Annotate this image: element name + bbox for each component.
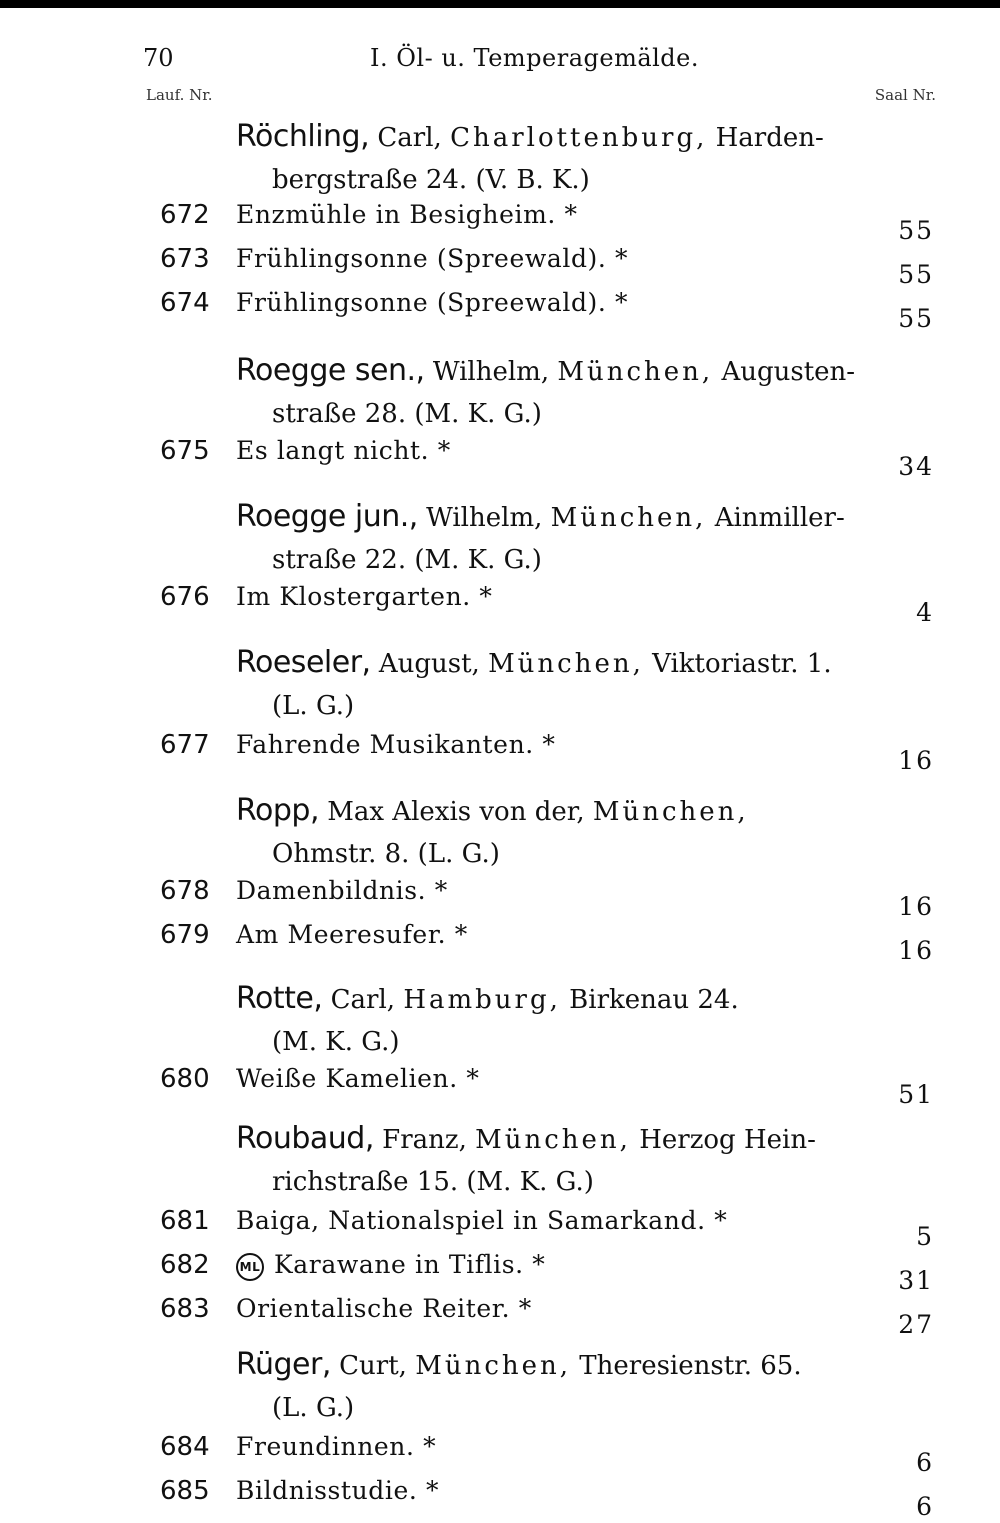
artist-entry (236, 1118, 886, 1203)
catalog-entry (0, 920, 1000, 964)
artist-address-continued: (M. K. G.) (272, 1027, 400, 1057)
work-title (236, 1250, 545, 1281)
catalog-entry (0, 436, 1000, 480)
artist-address-continued: straße 22. (M. K. G.) (272, 545, 542, 575)
artist-address-continued: (L. G.) (272, 691, 355, 721)
artist-given-name: Wilhelm, (426, 503, 543, 533)
artist-address-continued: straße 28. (M. K. G.) (272, 399, 542, 429)
artist-name: Roegge jun., (236, 499, 418, 534)
artist-city: Charlottenburg, (450, 123, 708, 153)
saal-number: 55 (898, 260, 934, 289)
artist-name: Roeseler, (236, 645, 371, 680)
lauf-number: 684 (160, 1432, 210, 1462)
artist-address: Harden- (715, 123, 824, 153)
lauf-number: 675 (160, 436, 210, 466)
artist-entry (236, 350, 886, 435)
artist-address: Theresienstr. 65. (579, 1351, 802, 1381)
artist-given-name: Carl, (377, 123, 442, 153)
saal-number: 34 (898, 452, 934, 481)
lauf-number: 674 (160, 288, 210, 318)
artist-city: München, (592, 797, 749, 827)
work-title: Frühlingsonne (Spreewald). * (236, 244, 629, 273)
catalog-entry (0, 582, 1000, 626)
work-title: Freundinnen. * (236, 1432, 437, 1461)
artist-entry (236, 978, 886, 1063)
work-title: Am Meeresufer. * (236, 920, 468, 949)
artist-entry (236, 790, 886, 875)
artist-entry (236, 496, 886, 581)
saal-number: 27 (898, 1310, 934, 1339)
catalog-entry (0, 1250, 1000, 1294)
catalog-entry (0, 1294, 1000, 1338)
artist-given-name: Carl, (330, 985, 396, 1015)
saal-number: 31 (898, 1266, 934, 1295)
artist-name: Röchling, (236, 119, 370, 154)
artist-city: München, (550, 503, 707, 533)
catalog-entry (0, 730, 1000, 774)
lauf-number: 673 (160, 244, 210, 274)
artist-address: Viktoriastr. 1. (652, 649, 832, 679)
artist-address-continued: (L. G.) (272, 1393, 355, 1423)
artist-address-continued: Ohmstr. 8. (L. G.) (272, 839, 500, 869)
artist-city: München, (557, 357, 714, 387)
catalog-entry (0, 1206, 1000, 1250)
artist-address: Birkenau 24. (569, 985, 739, 1015)
artist-entry (236, 642, 886, 727)
lauf-number: 672 (160, 200, 210, 230)
page-number: 70 (143, 44, 174, 72)
artist-address: Herzog Hein- (639, 1125, 816, 1155)
lauf-number: 679 (160, 920, 210, 950)
running-title: I. Öl- u. Temperagemälde. (370, 44, 699, 72)
artist-given-name: Franz, (382, 1125, 467, 1155)
lauf-number: 676 (160, 582, 210, 612)
saal-number: 6 (916, 1492, 934, 1521)
catalog-entry (0, 200, 1000, 244)
catalog-entry (0, 1064, 1000, 1108)
catalog-entry (0, 1432, 1000, 1476)
column-header-saal-nr: Saal Nr. (874, 86, 936, 104)
artist-name: Ropp, (236, 793, 319, 828)
work-title: Bildnisstudie. * (236, 1476, 440, 1505)
artist-given-name: August, (378, 649, 480, 679)
work-title: Orientalische Reiter. * (236, 1294, 532, 1323)
catalog-entry (0, 288, 1000, 332)
artist-entry (236, 1344, 886, 1429)
lauf-number: 685 (160, 1476, 210, 1506)
artist-name: Rotte, (236, 981, 323, 1016)
saal-number: 16 (898, 746, 934, 775)
work-title: Fahrende Musikanten. * (236, 730, 556, 759)
artist-given-name: Max Alexis von der, (327, 797, 585, 827)
artist-city: München, (415, 1351, 572, 1381)
saal-number: 5 (916, 1222, 934, 1251)
work-title: Baiga, Nationalspiel in Samarkand. * (236, 1206, 728, 1235)
work-title: Es langt nicht. * (236, 436, 451, 465)
catalog-entry (0, 876, 1000, 920)
artist-city: München, (475, 1125, 631, 1155)
work-title: Enzmühle in Besigheim. * (236, 200, 578, 229)
lauf-number: 680 (160, 1064, 210, 1094)
saal-number: 16 (898, 892, 934, 921)
artist-city: Hamburg, (403, 985, 561, 1015)
artist-city: München, (488, 649, 644, 679)
ml-monogram-icon: ML (236, 1253, 264, 1281)
artist-address-continued: richstraße 15. (M. K. G.) (272, 1167, 594, 1197)
artist-name: Roegge sen., (236, 353, 425, 388)
work-title: Frühlingsonne (Spreewald). * (236, 288, 629, 317)
artist-entry (236, 116, 886, 201)
artist-address: Augusten- (721, 357, 856, 387)
lauf-number: 677 (160, 730, 210, 760)
catalog-entry (0, 1476, 1000, 1520)
artist-address-continued: bergstraße 24. (V. B. K.) (272, 165, 590, 195)
saal-number: 55 (898, 304, 934, 333)
saal-number: 4 (916, 598, 934, 627)
work-title-text: Karawane in Tiflis. * (274, 1250, 546, 1279)
saal-number: 55 (898, 216, 934, 245)
saal-number: 16 (898, 936, 934, 965)
lauf-number: 678 (160, 876, 210, 906)
catalog-entry (0, 244, 1000, 288)
work-title: Im Klostergarten. * (236, 582, 493, 611)
artist-given-name: Wilhelm, (432, 357, 550, 387)
artist-given-name: Curt, (339, 1351, 407, 1381)
top-border-rule (0, 0, 1000, 8)
artist-name: Roubaud, (236, 1121, 374, 1156)
saal-number: 51 (898, 1080, 934, 1109)
lauf-number: 683 (160, 1294, 210, 1324)
work-title: Damenbildnis. * (236, 876, 448, 905)
column-header-lauf-nr: Lauf. Nr. (146, 86, 213, 104)
lauf-number: 681 (160, 1206, 210, 1236)
work-title: Weiße Kamelien. * (236, 1064, 480, 1093)
artist-name: Rüger, (236, 1347, 331, 1382)
saal-number: 6 (916, 1448, 934, 1477)
lauf-number: 682 (160, 1250, 210, 1280)
artist-address: Ainmiller- (714, 503, 845, 533)
